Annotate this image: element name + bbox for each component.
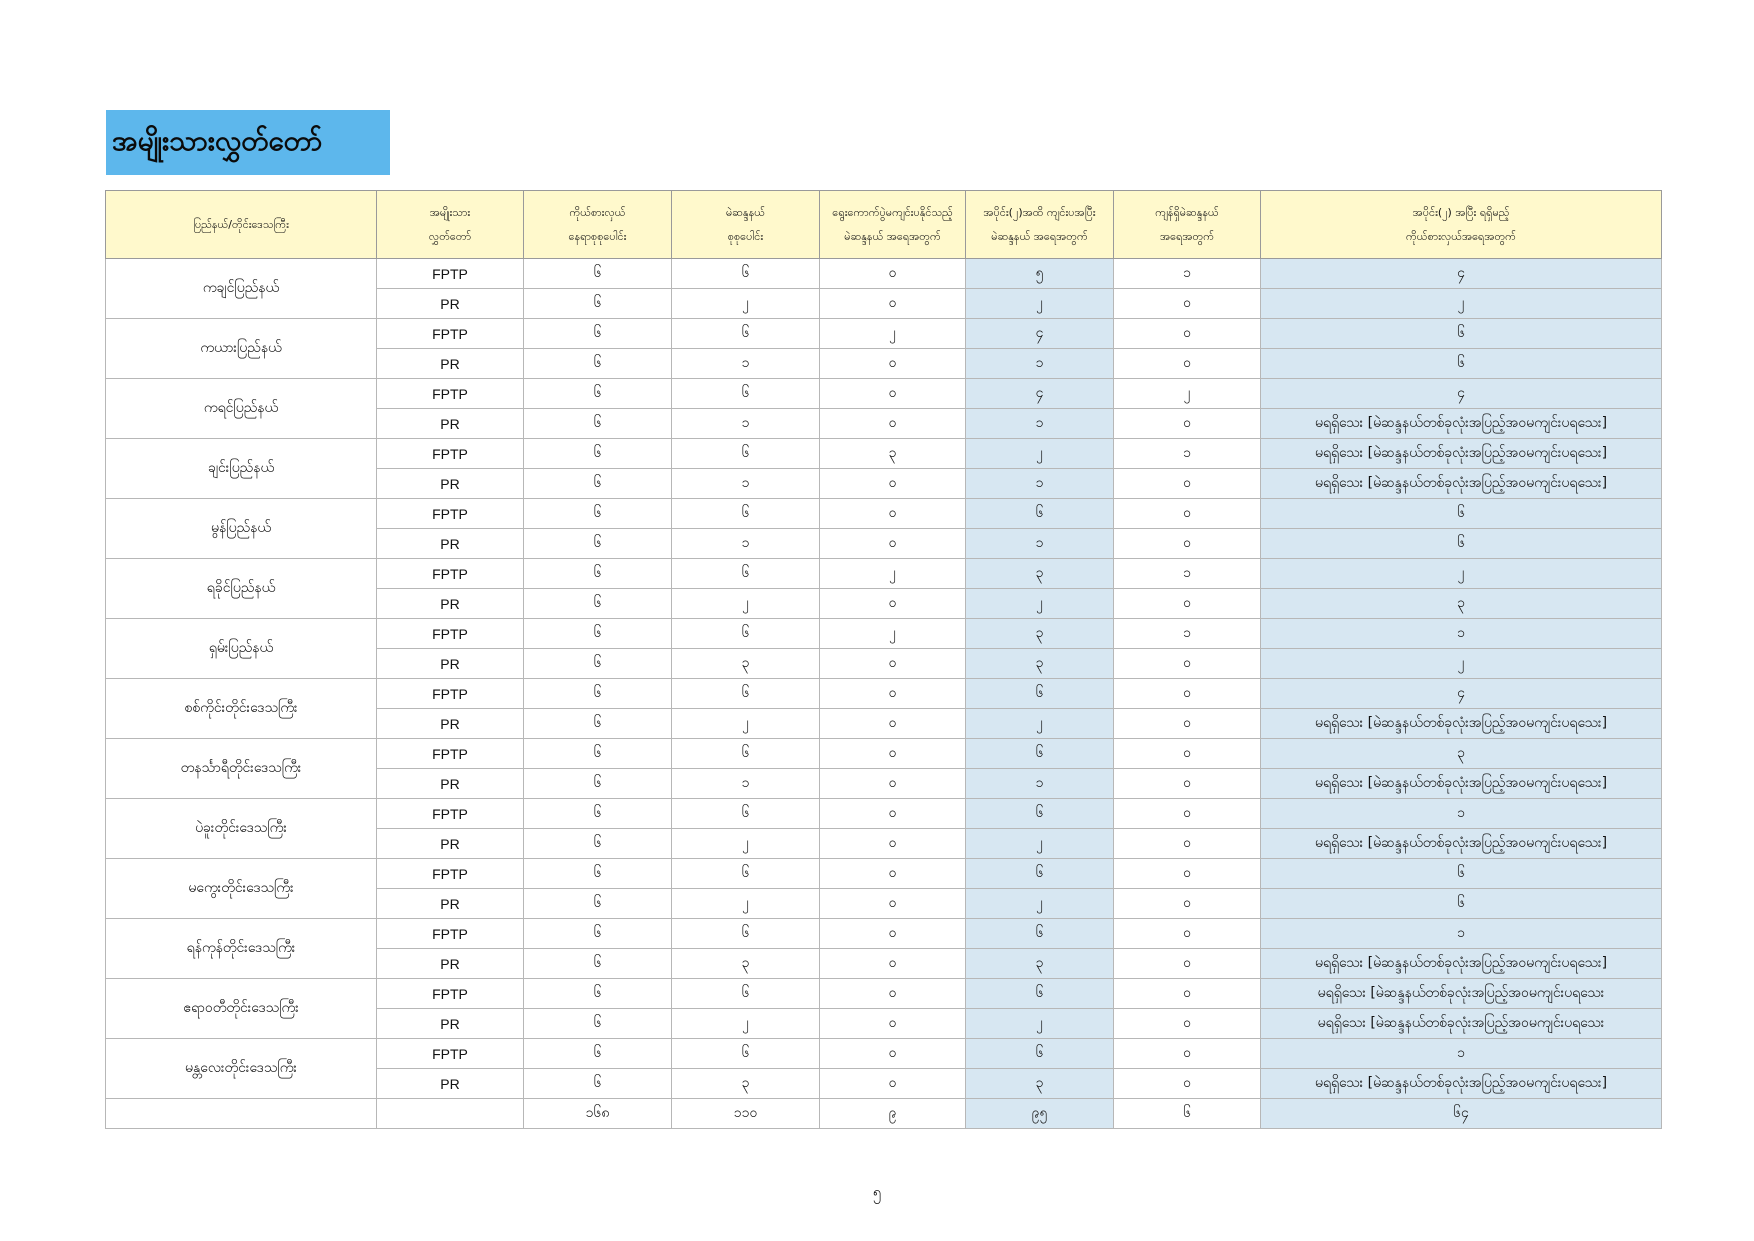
electoral-system-cell: FPTP <box>377 619 524 649</box>
total-seats-cell: ၆ <box>524 949 672 979</box>
electoral-system-cell: FPTP <box>377 799 524 829</box>
held-phase2-cell: ၂ <box>966 1009 1114 1039</box>
not-held-cell: ၃ <box>820 439 966 469</box>
electoral-system-cell: PR <box>377 889 524 919</box>
constituencies-cell: ၆ <box>672 979 820 1009</box>
constituencies-cell: ၃ <box>672 649 820 679</box>
total-mode-cell <box>377 1099 524 1129</box>
electoral-system-cell: FPTP <box>377 859 524 889</box>
total-seats-cell: ၆ <box>524 589 672 619</box>
total-seats-cell: ၆ <box>524 649 672 679</box>
remaining-cell: ၀ <box>1114 1039 1261 1069</box>
total-seats-cell: ၆ <box>524 469 672 499</box>
held-phase2-cell: ၂ <box>966 829 1114 859</box>
constituencies-cell: ၆ <box>672 1039 820 1069</box>
remaining-cell: ၁ <box>1114 259 1261 289</box>
not-held-cell: ၀ <box>820 1009 966 1039</box>
total-seats-cell: ၆ <box>524 1009 672 1039</box>
constituencies-cell: ၆ <box>672 259 820 289</box>
reps-cell: မရရှိသေး [မဲဆန္ဒနယ်တစ်ခုလုံးအပြည့်အဝမကျင်းပရသေး <box>1261 979 1662 1009</box>
held-phase2-cell: ၄ <box>966 379 1114 409</box>
not-held-cell: ၀ <box>820 379 966 409</box>
electoral-system-cell: PR <box>377 289 524 319</box>
held-phase2-cell: ၁ <box>966 469 1114 499</box>
constituencies-cell: ၂ <box>672 889 820 919</box>
region-name: မကွေးတိုင်းဒေသကြီး <box>106 859 377 919</box>
held-phase2-cell: ၆ <box>966 499 1114 529</box>
held-phase2-cell: ၃ <box>966 619 1114 649</box>
constituencies-cell: ၆ <box>672 919 820 949</box>
constituencies-cell: ၆ <box>672 679 820 709</box>
remaining-cell: ၀ <box>1114 709 1261 739</box>
total-seats-cell: ၆ <box>524 919 672 949</box>
held-phase2-cell: ၃ <box>966 1069 1114 1099</box>
reps-cell: ၁ <box>1261 799 1662 829</box>
remaining-cell: ၀ <box>1114 469 1261 499</box>
held-phase2-cell: ၃ <box>966 649 1114 679</box>
remaining-cell: ၀ <box>1114 949 1261 979</box>
region-name: ဧရာဝတီတိုင်းဒေသကြီး <box>106 979 377 1039</box>
remaining-cell: ၀ <box>1114 859 1261 889</box>
region-name: တနင်္သာရီတိုင်းဒေသကြီး <box>106 739 377 799</box>
total-seats-cell: ၆ <box>524 379 672 409</box>
remaining-cell: ၁ <box>1114 439 1261 469</box>
remaining-cell: ၀ <box>1114 349 1261 379</box>
electoral-system-cell: FPTP <box>377 559 524 589</box>
constituencies-cell: ၂ <box>672 829 820 859</box>
not-held-cell: ၀ <box>820 649 966 679</box>
held-phase2-cell: ၆ <box>966 679 1114 709</box>
not-held-cell: ၀ <box>820 529 966 559</box>
electoral-system-cell: FPTP <box>377 259 524 289</box>
remaining-cell: ၀ <box>1114 589 1261 619</box>
constituencies-cell: ၁ <box>672 529 820 559</box>
reps-cell: ၃ <box>1261 589 1662 619</box>
remaining-cell: ၀ <box>1114 679 1261 709</box>
electoral-system-cell: PR <box>377 1069 524 1099</box>
total-seats-cell: ၆ <box>524 409 672 439</box>
header-row <box>106 191 1662 259</box>
electoral-system-cell: FPTP <box>377 919 524 949</box>
not-held-cell: ၂ <box>820 619 966 649</box>
region-name: ပဲခူးတိုင်းဒေသကြီး <box>106 799 377 859</box>
constituencies-cell: ၂ <box>672 709 820 739</box>
reps-cell: ၆ <box>1261 349 1662 379</box>
remaining-cell: ၀ <box>1114 1069 1261 1099</box>
constituencies-cell: ၆ <box>672 379 820 409</box>
remaining-cell: ၁ <box>1114 619 1261 649</box>
not-held-cell: ၀ <box>820 739 966 769</box>
region-name: ချင်းပြည်နယ် <box>106 439 377 499</box>
region-name: စစ်ကိုင်းတိုင်းဒေသကြီး <box>106 679 377 739</box>
electoral-system-cell: PR <box>377 349 524 379</box>
not-held-cell: ၀ <box>820 829 966 859</box>
not-held-cell: ၀ <box>820 1069 966 1099</box>
table-row <box>106 319 1662 349</box>
not-held-cell: ၀ <box>820 259 966 289</box>
held-phase2-cell: ၂ <box>966 439 1114 469</box>
total-seats-cell: ၆ <box>524 259 672 289</box>
total-held-phase2-cell: ၉၅ <box>966 1099 1114 1129</box>
constituencies-cell: ၁ <box>672 469 820 499</box>
table-row <box>106 1039 1662 1069</box>
held-phase2-cell: ၃ <box>966 559 1114 589</box>
remaining-cell: ၀ <box>1114 799 1261 829</box>
header-constituencies: မဲဆန္ဒနယ် စုစုပေါင်း <box>672 191 820 259</box>
constituencies-cell: ၁ <box>672 349 820 379</box>
remaining-cell: ၀ <box>1114 319 1261 349</box>
electoral-system-cell: PR <box>377 409 524 439</box>
header-held-phase2: အပိုင်း(၂)အထိ ကျင်းပအပြီး မဲဆန္ဒနယ် အရေအတွက် <box>966 191 1114 259</box>
held-phase2-cell: ၂ <box>966 889 1114 919</box>
reps-cell: ၂ <box>1261 289 1662 319</box>
constituencies-cell: ၃ <box>672 1069 820 1099</box>
not-held-cell: ၀ <box>820 409 966 439</box>
header-total-seats: ကိုယ်စားလှယ် နေရာစုစုပေါင်း <box>524 191 672 259</box>
held-phase2-cell: ၄ <box>966 319 1114 349</box>
constituencies-cell: ၆ <box>672 859 820 889</box>
region-name: ရှမ်းပြည်နယ် <box>106 619 377 679</box>
header-remaining: ကျန်ရှိမဲဆန္ဒနယ် အရေအတွက် <box>1114 191 1261 259</box>
remaining-cell: ၀ <box>1114 739 1261 769</box>
header-region: ပြည်နယ်/တိုင်းဒေသကြီး <box>106 191 377 259</box>
total-seats-cell: ၆ <box>524 889 672 919</box>
held-phase2-cell: ၂ <box>966 589 1114 619</box>
total-seats-cell: ၆ <box>524 979 672 1009</box>
held-phase2-cell: ၂ <box>966 289 1114 319</box>
reps-cell: မရရှိသေး [မဲဆန္ဒနယ်တစ်ခုလုံးအပြည့်အဝမကျင်းပရသေး] <box>1261 829 1662 859</box>
region-name: ကချင်ပြည်နယ် <box>106 259 377 319</box>
totals-row <box>106 1099 1662 1129</box>
reps-cell: ၁ <box>1261 619 1662 649</box>
constituencies-cell: ၆ <box>672 559 820 589</box>
electoral-system-cell: FPTP <box>377 379 524 409</box>
reps-cell: ၄ <box>1261 679 1662 709</box>
reps-cell: ၆ <box>1261 319 1662 349</box>
page-number: ၅ <box>872 1183 882 1201</box>
reps-cell: မရရှိသေး [မဲဆန္ဒနယ်တစ်ခုလုံးအပြည့်အဝမကျင်းပရသေး] <box>1261 439 1662 469</box>
electoral-system-cell: FPTP <box>377 499 524 529</box>
total-seats-cell: ၆ <box>524 709 672 739</box>
total-seats-cell: ၆ <box>524 319 672 349</box>
table-row <box>106 439 1662 469</box>
electoral-system-cell: PR <box>377 949 524 979</box>
not-held-cell: ၀ <box>820 859 966 889</box>
not-held-cell: ၀ <box>820 589 966 619</box>
reps-cell: ၆ <box>1261 859 1662 889</box>
total-seats-cell: ၆ <box>524 1069 672 1099</box>
total-remaining-cell: ၆ <box>1114 1099 1261 1129</box>
held-phase2-cell: ၆ <box>966 979 1114 1009</box>
electoral-system-cell: FPTP <box>377 1039 524 1069</box>
header-reps: အပိုင်း(၂) အပြီး ရရှိမည့် ကိုယ်စားလှယ်အရေအတွက် <box>1261 191 1662 259</box>
not-held-cell: ၀ <box>820 499 966 529</box>
table-row <box>106 919 1662 949</box>
table-row <box>106 979 1662 1009</box>
not-held-cell: ၂ <box>820 559 966 589</box>
not-held-cell: ၀ <box>820 799 966 829</box>
electoral-system-cell: PR <box>377 529 524 559</box>
seat-table <box>105 190 1662 1129</box>
table-row <box>106 379 1662 409</box>
not-held-cell: ၀ <box>820 469 966 499</box>
total-seats-cell: ၆ <box>524 799 672 829</box>
held-phase2-cell: ၆ <box>966 919 1114 949</box>
reps-cell: မရရှိသေး [မဲဆန္ဒနယ်တစ်ခုလုံးအပြည့်အဝမကျင်းပရသေး <box>1261 1009 1662 1039</box>
electoral-system-cell: FPTP <box>377 439 524 469</box>
reps-cell: ၃ <box>1261 739 1662 769</box>
region-name: ရန်ကုန်တိုင်းဒေသကြီး <box>106 919 377 979</box>
total-seats-cell: ၆ <box>524 679 672 709</box>
not-held-cell: ၀ <box>820 1039 966 1069</box>
total-seats-cell: ၆ <box>524 739 672 769</box>
reps-cell: ၁ <box>1261 1039 1662 1069</box>
not-held-cell: ၀ <box>820 769 966 799</box>
reps-cell: ၁ <box>1261 919 1662 949</box>
not-held-cell: ၀ <box>820 289 966 319</box>
reps-cell: မရရှိသေး [မဲဆန္ဒနယ်တစ်ခုလုံးအပြည့်အဝမကျင်းပရသေး] <box>1261 469 1662 499</box>
remaining-cell: ၁ <box>1114 559 1261 589</box>
held-phase2-cell: ၆ <box>966 1039 1114 1069</box>
total-seats-cell: ၆ <box>524 439 672 469</box>
table-body <box>106 259 1662 1129</box>
constituencies-cell: ၆ <box>672 619 820 649</box>
total-not-held-cell: ၉ <box>820 1099 966 1129</box>
reps-cell: မရရှိသေး [မဲဆန္ဒနယ်တစ်ခုလုံးအပြည့်အဝမကျင်းပရသေး] <box>1261 769 1662 799</box>
reps-cell: ၆ <box>1261 499 1662 529</box>
electoral-system-cell: PR <box>377 709 524 739</box>
remaining-cell: ၀ <box>1114 499 1261 529</box>
held-phase2-cell: ၁ <box>966 349 1114 379</box>
electoral-system-cell: FPTP <box>377 679 524 709</box>
electoral-system-cell: PR <box>377 589 524 619</box>
held-phase2-cell: ၆ <box>966 859 1114 889</box>
constituencies-cell: ၆ <box>672 799 820 829</box>
electoral-system-cell: PR <box>377 829 524 859</box>
table-row <box>106 799 1662 829</box>
electoral-system-cell: FPTP <box>377 979 524 1009</box>
not-held-cell: ၀ <box>820 679 966 709</box>
total-seats-cell: ၆ <box>524 829 672 859</box>
remaining-cell: ၀ <box>1114 1009 1261 1039</box>
not-held-cell: ၀ <box>820 949 966 979</box>
held-phase2-cell: ၁ <box>966 769 1114 799</box>
total-seats-cell: ၆ <box>524 349 672 379</box>
not-held-cell: ၀ <box>820 979 966 1009</box>
header-not-held: ရွေးကောက်ပွဲမကျင်းပနိုင်သည့် မဲဆန္ဒနယ် အရေအတွက် <box>820 191 966 259</box>
held-phase2-cell: ၁ <box>966 529 1114 559</box>
constituencies-cell: ၃ <box>672 949 820 979</box>
table-row <box>106 679 1662 709</box>
region-name: ကယားပြည်နယ် <box>106 319 377 379</box>
table-row <box>106 259 1662 289</box>
total-seats-cell: ၆ <box>524 289 672 319</box>
constituencies-cell: ၁ <box>672 769 820 799</box>
remaining-cell: ၀ <box>1114 409 1261 439</box>
held-phase2-cell: ၁ <box>966 409 1114 439</box>
constituencies-cell: ၆ <box>672 319 820 349</box>
electoral-system-cell: PR <box>377 769 524 799</box>
total-seats-cell: ၆ <box>524 559 672 589</box>
remaining-cell: ၀ <box>1114 289 1261 319</box>
remaining-cell: ၀ <box>1114 529 1261 559</box>
held-phase2-cell: ၆ <box>966 739 1114 769</box>
reps-cell: ၂ <box>1261 649 1662 679</box>
constituencies-cell: ၆ <box>672 739 820 769</box>
region-name: ရခိုင်ပြည်နယ် <box>106 559 377 619</box>
remaining-cell: ၀ <box>1114 979 1261 1009</box>
table-row <box>106 499 1662 529</box>
held-phase2-cell: ၂ <box>966 709 1114 739</box>
not-held-cell: ၀ <box>820 919 966 949</box>
title-box <box>106 110 390 175</box>
reps-cell: ၄ <box>1261 379 1662 409</box>
reps-cell: ၄ <box>1261 259 1662 289</box>
constituencies-cell: ၂ <box>672 1009 820 1039</box>
remaining-cell: ၀ <box>1114 889 1261 919</box>
total-seats-cell: ၆ <box>524 1039 672 1069</box>
region-name: မွန်ပြည်နယ် <box>106 499 377 559</box>
reps-cell: မရရှိသေး [မဲဆန္ဒနယ်တစ်ခုလုံးအပြည့်အဝမကျင်းပရသေး] <box>1261 709 1662 739</box>
region-name: ကရင်ပြည်နယ် <box>106 379 377 439</box>
constituencies-cell: ၂ <box>672 589 820 619</box>
header-house: အမျိုးသား လွှတ်တော် <box>377 191 524 259</box>
total-seats-cell: ၆ <box>524 619 672 649</box>
constituencies-cell: ၂ <box>672 289 820 319</box>
reps-cell: မရရှိသေး [မဲဆန္ဒနယ်တစ်ခုလုံးအပြည့်အဝမကျင်းပရသေး] <box>1261 409 1662 439</box>
held-phase2-cell: ၃ <box>966 949 1114 979</box>
total-seats-cell: ၆ <box>524 529 672 559</box>
not-held-cell: ၀ <box>820 889 966 919</box>
table-row <box>106 619 1662 649</box>
total-seats-cell: ၆ <box>524 499 672 529</box>
table-row <box>106 559 1662 589</box>
constituencies-cell: ၆ <box>672 499 820 529</box>
not-held-cell: ၀ <box>820 349 966 379</box>
total-total-seats-cell: ၁၆၈ <box>524 1099 672 1129</box>
reps-cell: မရရှိသေး [မဲဆန္ဒနယ်တစ်ခုလုံးအပြည့်အဝမကျင်းပရသေး] <box>1261 1069 1662 1099</box>
table-row <box>106 739 1662 769</box>
held-phase2-cell: ၆ <box>966 799 1114 829</box>
reps-cell: ၂ <box>1261 559 1662 589</box>
total-seats-cell: ၆ <box>524 769 672 799</box>
total-constituencies-cell: ၁၁၀ <box>672 1099 820 1129</box>
reps-cell: ၆ <box>1261 529 1662 559</box>
table-row <box>106 859 1662 889</box>
constituencies-cell: ၁ <box>672 409 820 439</box>
region-name: မန္တလေးတိုင်းဒေသကြီး <box>106 1039 377 1099</box>
remaining-cell: ၀ <box>1114 649 1261 679</box>
total-seats-cell: ၆ <box>524 859 672 889</box>
remaining-cell: ၂ <box>1114 379 1261 409</box>
constituencies-cell: ၆ <box>672 439 820 469</box>
not-held-cell: ၂ <box>820 319 966 349</box>
held-phase2-cell: ၅ <box>966 259 1114 289</box>
remaining-cell: ၀ <box>1114 769 1261 799</box>
electoral-system-cell: PR <box>377 469 524 499</box>
electoral-system-cell: PR <box>377 649 524 679</box>
total-reps-cell: ၆၄ <box>1261 1099 1662 1129</box>
reps-cell: ၆ <box>1261 889 1662 919</box>
not-held-cell: ၀ <box>820 709 966 739</box>
electoral-system-cell: FPTP <box>377 739 524 769</box>
total-region-cell <box>106 1099 377 1129</box>
page-title: အမျိုးသားလွှတ်တော် <box>112 123 323 157</box>
electoral-system-cell: FPTP <box>377 319 524 349</box>
reps-cell: မရရှိသေး [မဲဆန္ဒနယ်တစ်ခုလုံးအပြည့်အဝမကျင်းပရသေး] <box>1261 949 1662 979</box>
remaining-cell: ၀ <box>1114 829 1261 859</box>
electoral-system-cell: PR <box>377 1009 524 1039</box>
remaining-cell: ၀ <box>1114 919 1261 949</box>
